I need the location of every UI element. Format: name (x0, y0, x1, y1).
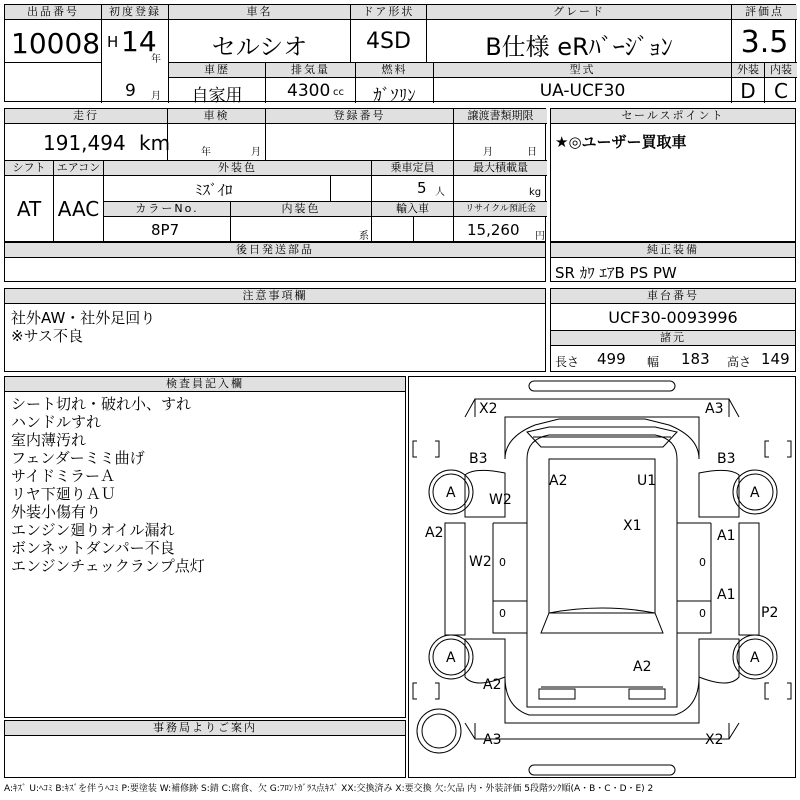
person-unit: 人 (435, 187, 445, 198)
equipment-text: SR ｶﾜ ｴｱB PS PW (555, 264, 677, 282)
mark-tyre-fr: A (750, 485, 760, 501)
exterior-color: ﾐｽﾞｲﾛ (195, 181, 233, 199)
doc-month-unit: 月 (483, 147, 493, 158)
sales-points-label: セールスポイント (551, 109, 795, 124)
height-value: 149 (761, 350, 790, 368)
mirror-bracket-right (765, 441, 791, 457)
front-bumper (529, 381, 675, 391)
trunk (505, 677, 699, 723)
caution-block (4, 288, 546, 372)
length-label: 長さ (555, 355, 580, 369)
width-value: 183 (681, 350, 710, 368)
mark-a1-right-2: A1 (717, 587, 736, 603)
seats: 5 (417, 179, 427, 197)
height-label: 高さ (727, 355, 752, 369)
spare-tyre (417, 709, 461, 753)
ac-label: エアコン (54, 161, 103, 176)
length-value: 499 (597, 350, 626, 368)
equipment-block (550, 242, 796, 282)
door-label: ドア形状 (351, 5, 426, 20)
mark-zero-3: 0 (499, 607, 506, 620)
model-code-label: 型式 (434, 63, 731, 78)
color-number: 8P7 (151, 221, 180, 239)
inspector-line: リヤ下廻りＡＵ (11, 485, 116, 503)
exterior-label: 外装 (732, 63, 764, 78)
grade-label: グレード (427, 5, 731, 20)
reg-year: 14 (121, 25, 157, 58)
inspector-label: 検査員記入欄 (5, 377, 405, 392)
inspector-line: エンジンチェックランプ点灯 (11, 557, 205, 575)
mark-rear-a2: A2 (633, 659, 652, 675)
displacement-label: 排気量 (266, 63, 355, 78)
width-label: 幅 (647, 355, 660, 369)
km-unit: km (139, 131, 171, 155)
lot-no-label: 出品番号 (5, 5, 101, 20)
reg-no-label: 登録番号 (266, 109, 453, 124)
car-name-label: 車名 (169, 5, 350, 20)
sales-points-text: ★◎ユーザー買取車 (555, 133, 687, 151)
era: H (107, 33, 119, 51)
mark-u1: U1 (637, 473, 657, 489)
right-side-panel (739, 523, 759, 635)
mark-a2-left: A2 (425, 525, 444, 541)
score-label: 評価点 (732, 5, 797, 20)
later-parts-label: 後日発送部品 (5, 243, 545, 258)
interior-label: 内装 (765, 63, 797, 78)
rear-panel (475, 723, 729, 739)
later-parts-block (4, 242, 546, 282)
kg-unit: kg (529, 187, 542, 198)
front-panel (475, 399, 729, 417)
mark-a1-right-1: A1 (717, 528, 736, 544)
grade: B仕様 eRﾊﾞｰｼﾞｮﾝ (485, 33, 673, 61)
displacement: 4300 (287, 81, 331, 101)
mark-rear-left-corner: A3 (483, 732, 502, 748)
doc-deadline-label: 譲渡書類期限 (454, 109, 547, 124)
shift: AT (16, 197, 42, 221)
mark-p2: P2 (761, 605, 779, 621)
office-block (4, 720, 406, 778)
caution-line: 社外AW・社外足回り (11, 309, 156, 327)
shift-label: シフト (5, 161, 53, 176)
door-type: 4SD (366, 29, 411, 54)
mark-roof-a2: A2 (549, 473, 568, 489)
reg-month: 9 (125, 81, 136, 101)
int-color-label: 内装色 (231, 202, 371, 217)
mark-tyre-rl: A (446, 650, 456, 666)
model-code: UA-UCF30 (539, 81, 626, 101)
interior-grade: C (774, 79, 788, 103)
spec-block (4, 108, 546, 242)
chassis-block (550, 288, 796, 372)
inspector-line: 室内薄汚れ (11, 431, 87, 449)
mark-tyre-fl: A (446, 485, 456, 501)
mark-rear-right-corner: X2 (705, 732, 724, 748)
color-no-label: カラーNo. (104, 202, 230, 217)
mark-x1: X1 (623, 518, 642, 534)
import-label: 輸入車 (372, 202, 453, 217)
air-conditioner: AAC (57, 197, 100, 221)
car-history: 自家用 (191, 86, 243, 106)
mark-b3-right: B3 (717, 451, 736, 467)
inspector-line: ハンドルすれ (11, 413, 102, 431)
rear-lamp-left (539, 689, 575, 699)
hood-area (505, 417, 699, 459)
kei-unit: 系 (359, 231, 369, 242)
year-unit: 年 (151, 54, 161, 65)
car-outline-svg (409, 377, 795, 777)
color-label: 外装色 (104, 161, 371, 176)
score: 3.5 (740, 25, 789, 60)
chassis-label: 車台番号 (551, 289, 795, 304)
car-diagram (408, 376, 796, 778)
inspector-line: ボンネットダンパー不良 (11, 539, 175, 557)
dimensions-label: 諸元 (551, 330, 795, 346)
history-label: 車歴 (169, 63, 265, 78)
yen-unit: 円 (535, 231, 545, 242)
doc-day-unit: 日 (527, 147, 537, 158)
inspection-label: 車検 (168, 109, 265, 124)
inspector-line: 外装小傷有り (11, 503, 102, 521)
header-block (4, 4, 796, 106)
inspector-block (4, 376, 406, 718)
month-unit: 月 (151, 91, 161, 102)
inspector-line: エンジン廻りオイル漏れ (11, 521, 175, 539)
rear-lamp-right (629, 689, 665, 699)
mark-tyre-rr: A (750, 650, 760, 666)
chassis-number: UCF30-0093996 (608, 308, 738, 327)
mirror-bracket-left (413, 441, 439, 457)
office-label: 事務局よりご案内 (5, 721, 405, 736)
mileage-label: 走行 (5, 109, 167, 124)
inspector-line: サイドミラーＡ (11, 467, 115, 485)
mark-zero-1: 0 (499, 556, 506, 569)
seats-label: 乗車定員 (372, 161, 453, 176)
rear-bumper (529, 765, 675, 775)
caution-label: 注意事項欄 (5, 289, 545, 304)
recycle-label: リサイクル預託金 (454, 202, 547, 217)
mark-zero-2: 0 (699, 556, 706, 569)
cc-unit: cc (333, 87, 344, 98)
rear-window (541, 608, 663, 633)
mileage: 191,494 (43, 131, 126, 155)
mark-zero-4: 0 (699, 607, 706, 620)
fuel-label: 燃料 (356, 63, 433, 78)
max-load-label: 最大積載量 (454, 161, 547, 176)
mark-w2-front: W2 (489, 492, 512, 508)
mark-w2-rear: W2 (469, 554, 492, 570)
footer-legend: A:ｷｽﾞ U:ﾍｺﾐ B:ｷｽﾞを伴うﾍｺﾐ P:要塗装 W:補修跡 S:錆 C:腐食、欠 G:ﾌﾛﾝﾄｶﾞﾗｽ点ｷｽﾞ XX:交換済み X:要交換 欠:欠品 内・外装評価 5段階ﾗﾝｸ順(A・B・C・D・E) 2 (4, 784, 654, 794)
first-reg-label: 初度登録 (102, 5, 168, 20)
fuel: ｶﾞｿﾘﾝ (373, 86, 416, 106)
mark-rear-left-a2: A2 (483, 677, 502, 693)
insp-year-unit: 年 (201, 147, 211, 158)
mark-front-left-corner: X2 (479, 401, 498, 417)
equipment-label: 純正装備 (551, 243, 795, 258)
exterior-grade: D (740, 79, 756, 103)
sales-points-block (550, 108, 796, 242)
inspector-line: フェンダーミミ曲げ (11, 449, 145, 467)
lot-number: 10008 (11, 27, 101, 60)
mark-front-right-corner: A3 (705, 401, 724, 417)
inspector-line: シート切れ・破れ小、すれ (11, 395, 192, 413)
mark-b3-left: B3 (469, 451, 488, 467)
car-name: セルシオ (211, 33, 308, 61)
caution-line: ※サス不良 (11, 327, 83, 345)
recycle-fee: 15,260 (467, 221, 520, 239)
insp-month-unit: 月 (251, 147, 261, 158)
left-side-panel (445, 523, 465, 635)
